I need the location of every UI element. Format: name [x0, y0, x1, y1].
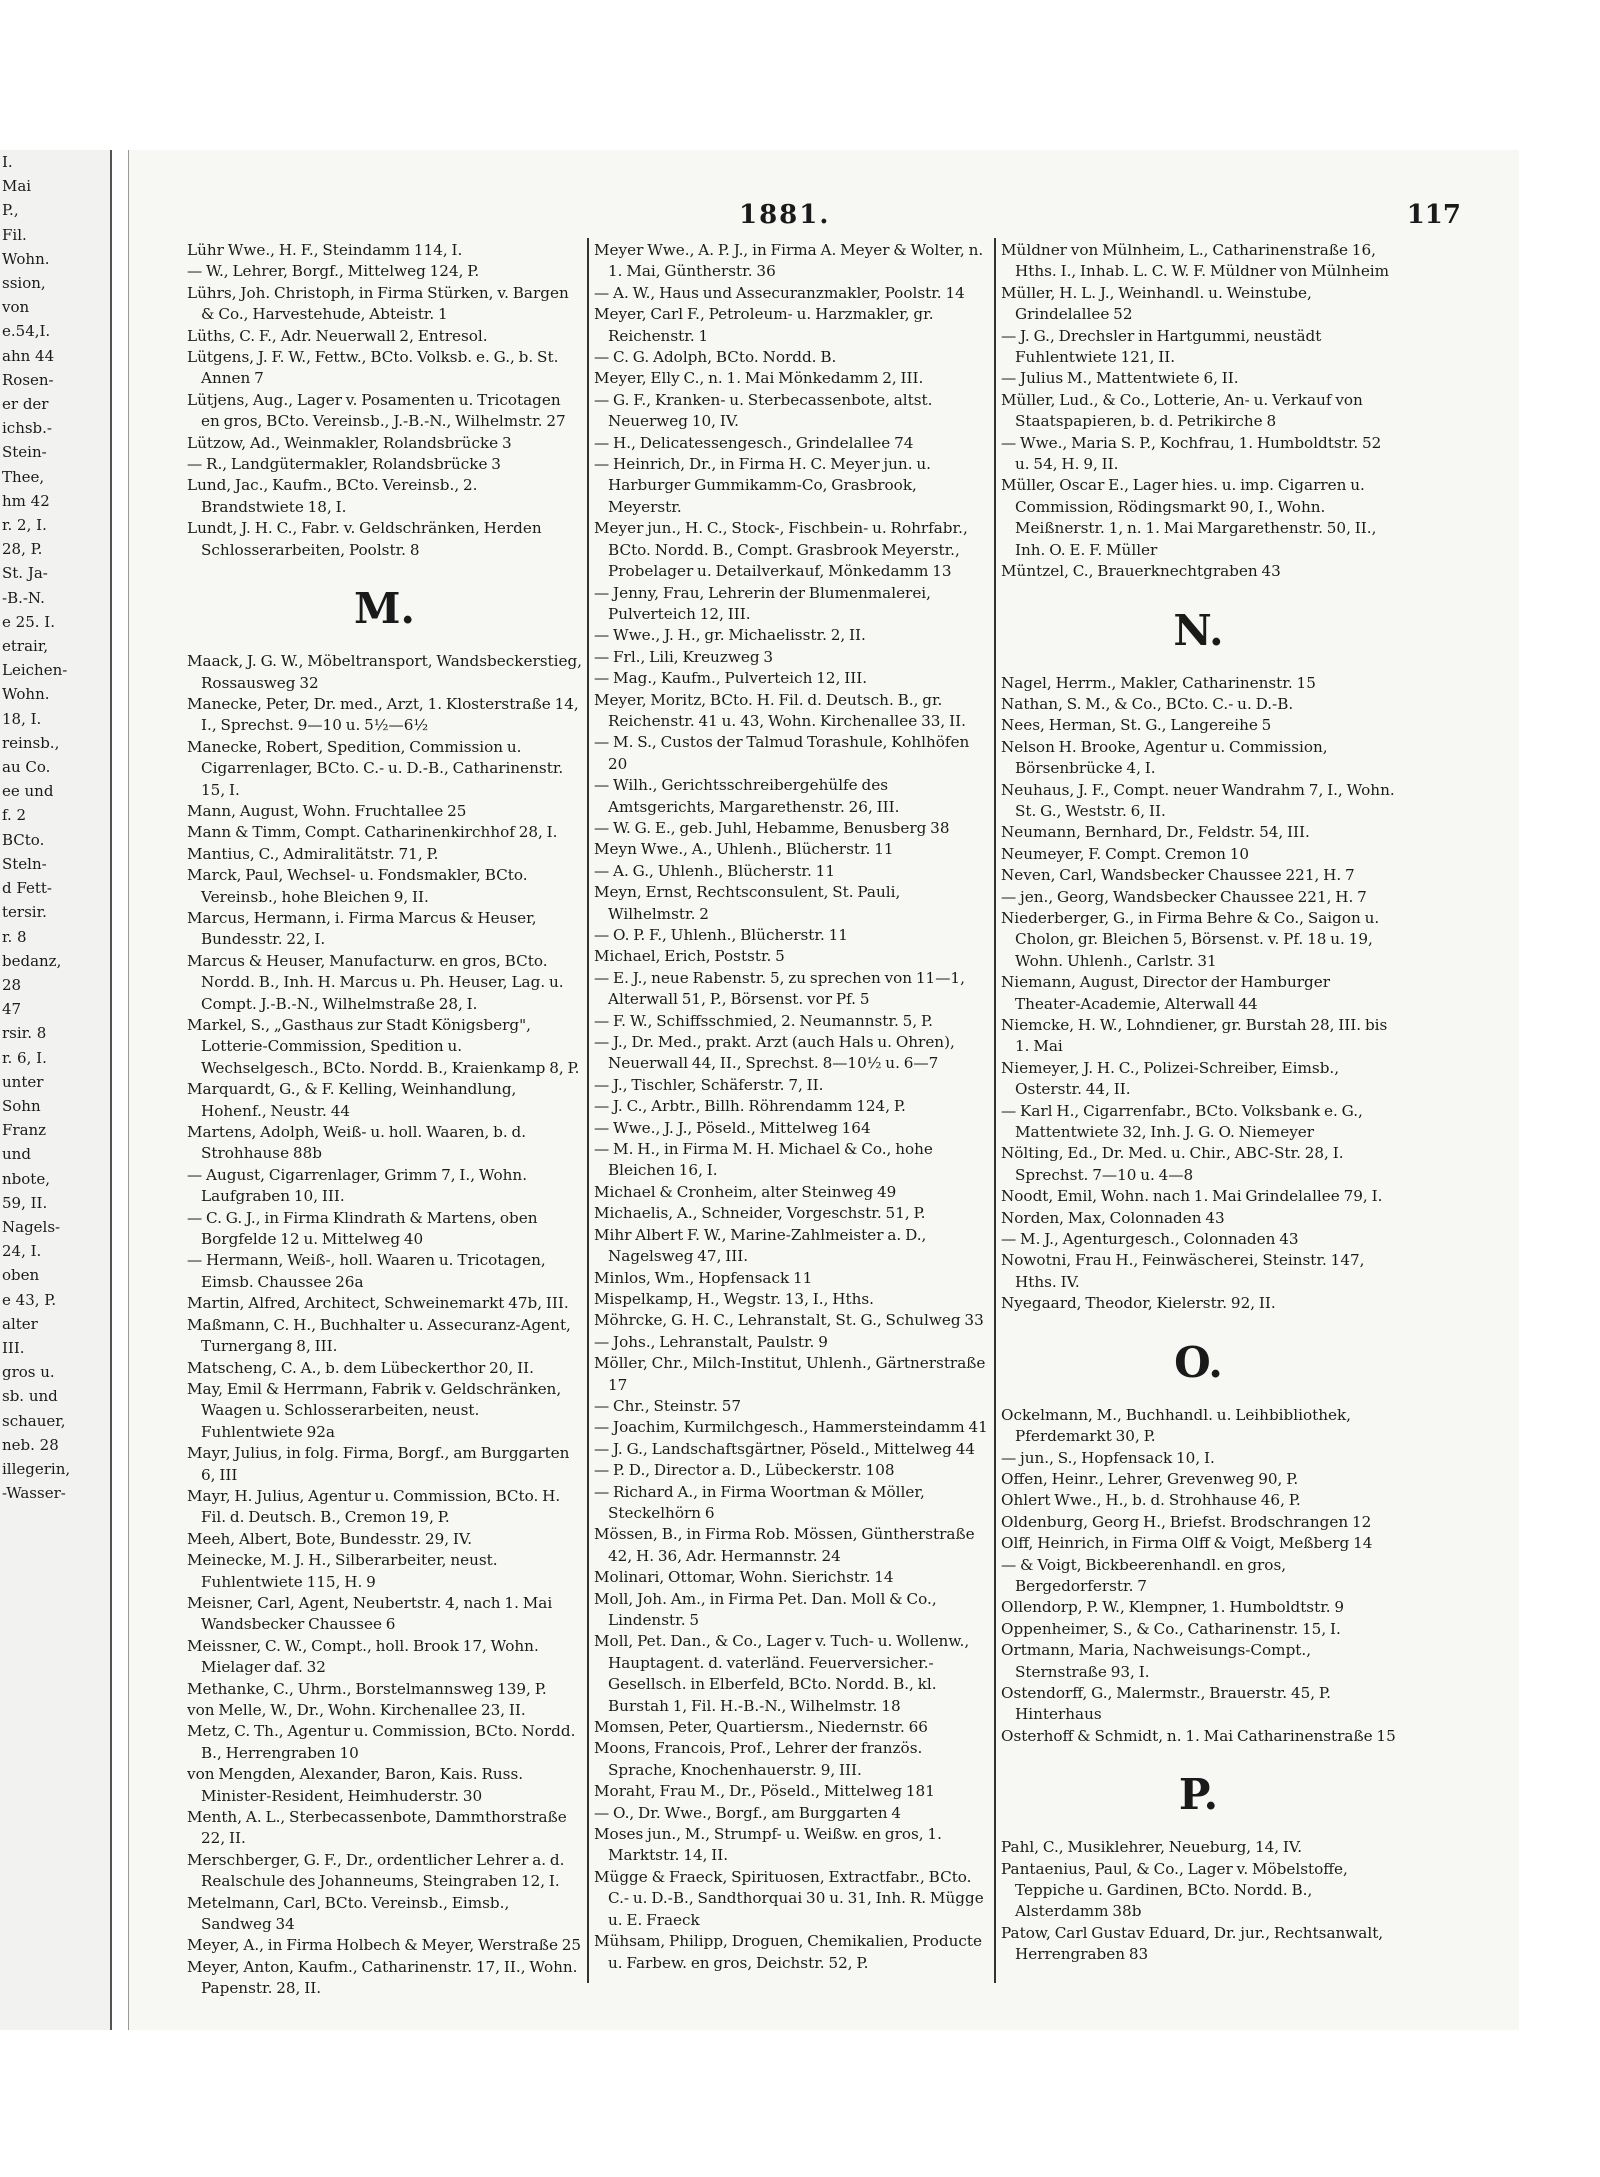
directory-entry: Müller, Oscar E., Lager hies. u. imp. Cigarren u. Commission, Rödingsmarkt 90, I., Wohn. Meißnerstr. 1, n. 1. Mai Margarethenstr. 50, II., Inh. O. E. F. Müller: [1001, 476, 1377, 559]
directory-entry: Lützow, Ad., Weinmakler, Rolandsbrücke 3: [187, 433, 512, 452]
fragment-line: r. 8: [2, 927, 27, 946]
fragment-line: unter: [2, 1072, 44, 1091]
fragment-line: Rosen-: [2, 370, 54, 389]
directory-entry: — Wwe., J. J., Pöseld., Mittelweg 164: [594, 1118, 871, 1137]
directory-entry: Lundt, J. H. C., Fabr. v. Geldschränken, Herden Schlosserarbeiten, Poolstr. 8: [187, 519, 542, 559]
directory-entry: Lüths, C. F., Adr. Neuerwall 2, Entresol.: [187, 326, 488, 345]
column-divider: [587, 238, 589, 1983]
fragment-line: Leichen-: [2, 661, 68, 680]
directory-entry: — Frl., Lili, Kreuzweg 3: [594, 647, 774, 666]
fragment-line: sb. und: [2, 1387, 58, 1406]
directory-entry: — E. J., neue Rabenstr. 5, zu sprechen von 11—1, Alterwall 51, P., Börsenst. vor Pf. 5: [594, 968, 965, 1009]
directory-entry: Marcus & Heuser, Manufacturw. en gros, BCto. Nordd. B., Inh. H. Marcus u. Ph. Heuser, Lag. u. Compt. J.-B.-N., Wilhelmstraße 28, I.: [187, 951, 564, 1013]
directory-entry: Neumeyer, F. Compt. Cremon 10: [1001, 844, 1250, 863]
fragment-line: Fil.: [2, 225, 27, 244]
directory-entry: Menth, A. L., Sterbecassenbote, Dammthorstraße 22, II.: [187, 1808, 567, 1848]
directory-entry: — Joachim, Kurmilchgesch., Hammersteindamm 41: [594, 1418, 988, 1437]
adjacent-page-fragment: [0, 150, 112, 2030]
fragment-line: III.: [2, 1338, 25, 1357]
fragment-line: gros u.: [2, 1363, 55, 1382]
directory-entry: Lührs, Joh. Christoph, in Firma Stürken, v. Bargen & Co., Harvestehude, Abteistr. 1: [187, 283, 569, 324]
fragment-line: ssion,: [2, 274, 46, 293]
fragment-line: Wohn.: [2, 685, 50, 704]
directory-page: [128, 150, 1519, 2030]
fragment-line: ichsb.-: [2, 419, 52, 438]
directory-entry: Meyer, Carl F., Petroleum- u. Harzmakler, gr. Reichenstr. 1: [594, 305, 934, 345]
directory-entry: Meyer, Moritz, BCto. H. Fil. d. Deutsch. B., gr. Reichenstr. 41 u. 43, Wohn. Kirchenallee 33, II.: [594, 690, 966, 730]
directory-entry: — jun., S., Hopfensack 10, I.: [1001, 1448, 1215, 1467]
directory-entry: Mann, August, Wohn. Fruchtallee 25: [187, 801, 467, 820]
directory-entry: — jen., Georg, Wandsbecker Chaussee 221, H. 7: [1001, 887, 1367, 906]
directory-entry: — Karl H., Cigarrenfabr., BCto. Volksbank e. G., Mattentwiete 32, Inh. J. G. O. Niemeyer: [1001, 1101, 1363, 1142]
directory-entry: Maack, J. G. W., Möbeltransport, Wandsbeckerstieg, Rossausweg 32: [187, 652, 582, 692]
directory-entry: Mössen, B., in Firma Rob. Mössen, Güntherstraße 42, H. 36, Adr. Hermannstr. 24: [594, 1525, 975, 1565]
fragment-line: r. 2, I.: [2, 516, 47, 535]
directory-entry: Meyer, Anton, Kaufm., Catharinenstr. 17, II., Wohn. Papenstr. 28, II.: [187, 1957, 578, 1998]
fragment-line: ahn 44: [2, 346, 55, 365]
directory-entry: — J., Dr. Med., prakt. Arzt (auch Hals u. Ohren), Neuerwall 44, II., Sprechst. 8—10½ u. 6—7: [594, 1033, 955, 1073]
directory-entry: Moll, Joh. Am., in Firma Pet. Dan. Moll & Co., Lindenstr. 5: [594, 1589, 937, 1629]
directory-entry: Mügge & Fraeck, Spirituosen, Extractfabr., BCto. C.- u. D.-B., Sandthorquai 30 u. 31, Inh. R. Mügge u. E. Fraeck: [594, 1867, 984, 1929]
directory-entry: Michael, Erich, Poststr. 5: [594, 947, 785, 966]
directory-entry: Nagel, Herrm., Makler, Catharinenstr. 15: [1001, 673, 1316, 692]
fragment-line: nbote,: [2, 1169, 50, 1188]
directory-entry: Momsen, Peter, Quartiersm., Niedernstr. 66: [594, 1718, 928, 1737]
fragment-line: schauer,: [2, 1411, 66, 1430]
fragment-line: f. 2: [2, 806, 27, 825]
fragment-line: Steln-: [2, 854, 47, 873]
directory-entry: — M. S., Custos der Talmud Torashule, Kohlhöfen 20: [594, 733, 970, 773]
fragment-line: 28, P.: [2, 540, 43, 559]
directory-entry: Niemcke, H. W., Lohndiener, gr. Burstah 28, III. bis 1. Mai: [1001, 1016, 1388, 1056]
fragment-line: etrair,: [2, 637, 49, 656]
fragment-line: 18, I.: [2, 709, 42, 728]
directory-entry: Meyn Wwe., A., Uhlenh., Blücherstr. 11: [594, 840, 894, 859]
directory-entry: Mayr, H. Julius, Agentur u. Commission, BCto. H. Fil. d. Deutsch. B., Cremon 19, P.: [187, 1486, 561, 1527]
directory-entry: Noodt, Emil, Wohn. nach 1. Mai Grindelallee 79, I.: [1001, 1187, 1383, 1206]
fragment-line: er der: [2, 395, 49, 414]
directory-entry: Matscheng, C. A., b. dem Lübeckerthor 20, II.: [187, 1358, 534, 1377]
directory-entry: Meissner, C. W., Compt., holl. Brook 17, Wohn. Mielager daf. 32: [187, 1636, 539, 1677]
directory-entry: Ostendorff, G., Malermstr., Brauerstr. 45, P. Hinterhaus: [1001, 1683, 1331, 1724]
directory-entry: Müller, H. L. J., Weinhandl. u. Weinstube, Grindelallee 52: [1001, 283, 1312, 324]
directory-entry: Müller, Lud., & Co., Lotterie, An- u. Verkauf von Staatspapieren, b. d. Petrikirche 8: [1001, 390, 1363, 431]
directory-entry: Neuhaus, J. F., Compt. neuer Wandrahm 7, I., Wohn. St. G., Weststr. 6, II.: [1001, 780, 1395, 820]
directory-entry: Michaelis, A., Schneider, Vorgeschstr. 51, P.: [594, 1204, 926, 1223]
directory-entry: Manecke, Peter, Dr. med., Arzt, 1. Klosterstraße 14, I., Sprechst. 9—10 u. 5½—6½: [187, 694, 579, 735]
directory-entry: Patow, Carl Gustav Eduard, Dr. jur., Rechtsanwalt, Herrengraben 83: [1001, 1923, 1384, 1964]
directory-entry: Molinari, Ottomar, Wohn. Sierichstr. 14: [594, 1568, 894, 1587]
directory-entry: Meyer Wwe., A. P. J., in Firma A. Meyer & Wolter, n. 1. Mai, Güntherstr. 36: [594, 241, 984, 281]
directory-entry: — A. G., Uhlenh., Blücherstr. 11: [594, 861, 835, 880]
fragment-line: alter: [2, 1314, 38, 1333]
directory-entry: Oldenburg, Georg H., Briefst. Brodschrangen 12: [1001, 1512, 1372, 1531]
column-2: [594, 240, 989, 1974]
directory-entry: von Melle, W., Dr., Wohn. Kirchenallee 23, II.: [187, 1701, 526, 1719]
directory-entry: Pahl, C., Musiklehrer, Neueburg, 14, IV.: [1001, 1838, 1303, 1857]
fragment-line: von: [2, 298, 30, 317]
directory-entry: — Chr., Steinstr. 57: [594, 1396, 742, 1415]
directory-entry: Möhrcke, G. H. C., Lehranstalt, St. G., Schulweg 33: [594, 1311, 984, 1330]
directory-entry: Lütgens, J. F. W., Fettw., BCto. Volksb. e. G., b. St. Annen 7: [187, 348, 559, 388]
column-divider: [994, 238, 996, 1983]
directory-entry: Methanke, C., Uhrm., Borstelmannsweg 139, P.: [187, 1679, 547, 1698]
fragment-line: au Co.: [2, 758, 51, 777]
directory-entry: Nölting, Ed., Dr. Med. u. Chir., ABC-Str. 28, I. Sprechst. 7—10 u. 4—8: [1001, 1144, 1344, 1184]
directory-entry: Manecke, Robert, Spedition, Commission u. Cigarrenlager, BCto. C.- u. D.-B., Catharinenstr. 15, I.: [187, 737, 564, 799]
fragment-line: und: [2, 1145, 31, 1164]
directory-entry: — C. G. Adolph, BCto. Nordd. B.: [594, 348, 837, 367]
directory-entry: Moons, Francois, Prof., Lehrer der französ. Sprache, Knochenhauerstr. 9, III.: [594, 1739, 923, 1779]
fragment-line: Stein-: [2, 443, 47, 462]
column-3: [1001, 240, 1396, 1966]
fragment-line: -Wasser-: [2, 1484, 66, 1503]
directory-entry: Meyer, A., in Firma Holbech & Meyer, Werstraße 25: [187, 1936, 582, 1955]
directory-entry: Marck, Paul, Wechsel- u. Fondsmakler, BCto. Vereinsb., hohe Bleichen 9, II.: [187, 866, 528, 906]
directory-entry: von Mengden, Alexander, Baron, Kais. Russ. Minister-Resident, Heimhuderstr. 30: [187, 1765, 524, 1805]
directory-entry: — J. C., Arbtr., Billh. Röhrendamm 124, P.: [594, 1097, 906, 1116]
section-letter-n: N.: [1173, 605, 1224, 655]
directory-entry: — Johs., Lehranstalt, Paulstr. 9: [594, 1332, 828, 1351]
directory-entry: Meyn, Ernst, Rechtsconsulent, St. Pauli, Wilhelmstr. 2: [594, 883, 901, 923]
directory-entry: — Hermann, Weiß-, holl. Waaren u. Tricotagen, Eimsb. Chaussee 26a: [187, 1251, 546, 1291]
directory-entry: Nelson H. Brooke, Agentur u. Commission, Börsenbrücke 4, I.: [1001, 737, 1328, 778]
directory-entry: Müntzel, C., Brauerknechtgraben 43: [1001, 562, 1281, 581]
directory-entry: Michael & Cronheim, alter Steinweg 49: [594, 1182, 897, 1201]
fragment-line: Franz: [2, 1121, 47, 1140]
directory-entry: Nathan, S. M., & Co., BCto. C.- u. D.-B.: [1001, 694, 1294, 713]
column-1: [187, 240, 582, 2000]
directory-entry: Meyer, Elly C., n. 1. Mai Mönkedamm 2, III.: [594, 369, 924, 388]
directory-entry: — W., Lehrer, Borgf., Mittelweg 124, P.: [187, 262, 480, 281]
fragment-line: Nagels-: [2, 1217, 61, 1236]
directory-entry: — & Voigt, Bickbeerenhandl. en gros, Bergedorferstr. 7: [1001, 1555, 1287, 1595]
fragment-line: Thee,: [2, 467, 45, 486]
directory-entry: Markel, S., „Gasthaus zur Stadt Königsberg", Lotterie-Commission, Spedition u. Wechselgesch., BCto. Nordd. B., Kraienkamp 8, P.: [187, 1016, 580, 1077]
directory-entry: Lütjens, Aug., Lager v. Posamenten u. Tricotagen en gros, BCto. Vereinsb., J.-B.-N., Wilhelmstr. 27: [187, 390, 566, 431]
fragment-line: bedanz,: [2, 951, 62, 970]
directory-entry: Mihr Albert F. W., Marine-Zahlmeister a. D., Nagelsweg 47, III.: [594, 1225, 927, 1266]
fragment-line: 47: [2, 1000, 22, 1019]
fragment-line: tersir.: [2, 903, 47, 922]
directory-entry: May, Emil & Herrmann, Fabrik v. Geldschränken, Waagen u. Schlosserarbeiten, neust. Fuhlentwiete 92a: [187, 1379, 562, 1441]
directory-entry: Nyegaard, Theodor, Kielerstr. 92, II.: [1001, 1294, 1276, 1313]
directory-entry: — Julius M., Mattentwiete 6, II.: [1001, 369, 1239, 388]
fragment-line: ee und: [2, 782, 54, 801]
directory-entry: Müldner von Mülnheim, L., Catharinenstraße 16, Hths. I., Inhab. L. C. W. F. Müldner von Mülnheim: [1001, 241, 1390, 281]
directory-entry: — F. W., Schiffsschmied, 2. Neumannstr. 5, P.: [594, 1011, 933, 1030]
fragment-line: BCto.: [2, 830, 45, 849]
fragment-line: neb. 28: [2, 1435, 59, 1454]
directory-entry: Möller, Chr., Milch-Institut, Uhlenh., Gärtnerstraße 17: [594, 1354, 986, 1394]
directory-entry: Minlos, Wm., Hopfensack 11: [594, 1268, 813, 1287]
directory-entry: Marcus, Hermann, i. Firma Marcus & Heuser, Bundesstr. 22, I.: [187, 908, 537, 949]
directory-entry: Maßmann, C. H., Buchhalter u. Assecuranz-Agent, Turnergang 8, III.: [187, 1315, 571, 1356]
directory-entry: — J., Tischler, Schäferstr. 7, II.: [594, 1075, 824, 1094]
fragment-line: e.54,I.: [2, 322, 51, 341]
directory-entry: Olff, Heinrich, in Firma Olff & Voigt, Meßberg 14: [1001, 1534, 1373, 1553]
directory-entry: — O., Dr. Wwe., Borgf., am Burggarten 4: [594, 1803, 902, 1822]
fragment-line: Mai: [2, 177, 32, 196]
directory-entry: — Richard A., in Firma Woortman & Möller, Steckelhörn 6: [594, 1482, 925, 1522]
fragment-line: Wohn.: [2, 249, 50, 268]
directory-entry: — Mag., Kaufm., Pulverteich 12, III.: [594, 669, 868, 688]
page-year: 1881.: [739, 200, 831, 230]
directory-entry: — P. D., Director a. D., Lübeckerstr. 108: [594, 1461, 895, 1480]
directory-entry: Martens, Adolph, Weiß- u. holl. Waaren, b. d. Strohhause 88b: [187, 1123, 527, 1163]
directory-entry: Neven, Carl, Wandsbecker Chaussee 221, H. 7: [1001, 866, 1355, 885]
fragment-line: illegerin,: [2, 1459, 71, 1478]
directory-entry: Mann & Timm, Compt. Catharinenkirchhof 28, I.: [187, 823, 558, 842]
directory-entry: Lühr Wwe., H. F., Steindamm 114, I.: [187, 241, 463, 259]
directory-entry: Ortmann, Maria, Nachweisungs-Compt., Sternstraße 93, I.: [1001, 1641, 1312, 1681]
directory-entry: Metz, C. Th., Agentur u. Commission, BCto. Nordd. B., Herrengraben 10: [187, 1722, 576, 1762]
directory-entry: Moll, Pet. Dan., & Co., Lager v. Tuch- u. Wollenw., Hauptagent. d. vaterländ. Feuerversicher.-Gesellsch. in Elberfeld, BCto. Nordd. B., kl. Burstah 1, Fil. H.-B.-N., Wilhelmstr. 18: [594, 1632, 970, 1715]
section-letter-o: O.: [1174, 1337, 1223, 1387]
directory-entry: — Wilh., Gerichtsschreibergehülfe des Amtsgerichts, Margarethenstr. 26, III.: [594, 776, 900, 816]
directory-entry: Niemeyer, J. H. C., Polizei-Schreiber, Eimsb., Osterstr. 44, II.: [1001, 1058, 1340, 1099]
fragment-line: hm 42: [2, 491, 50, 510]
directory-entry: Metelmann, Carl, BCto. Vereinsb., Eimsb., Sandweg 34: [187, 1893, 510, 1934]
fragment-line: Sohn: [2, 1096, 41, 1115]
directory-entry: Nowotni, Frau H., Feinwäscherei, Steinstr. 147, Hths. IV.: [1001, 1251, 1365, 1291]
directory-entry: Meyer jun., H. C., Stock-, Fischbein- u. Rohrfabr., BCto. Nordd. B., Compt. Grasbrook Meyerstr., Probelager u. Detailverkauf, Mönkedamm 13: [594, 519, 968, 581]
fragment-line: St. Ja-: [2, 564, 48, 583]
directory-entry: Moraht, Frau M., Dr., Pöseld., Mittelweg 181: [594, 1782, 935, 1801]
fragment-line: 24, I.: [2, 1242, 42, 1261]
fragment-line: e 25. I.: [2, 612, 55, 631]
directory-entry: — R., Landgütermakler, Rolandsbrücke 3: [187, 455, 501, 474]
fragment-line: 28: [2, 975, 22, 994]
directory-entry: — Wwe., J. H., gr. Michaelisstr. 2, II.: [594, 626, 866, 645]
fragment-line: e 43, P.: [2, 1290, 57, 1309]
fragment-line: oben: [2, 1266, 40, 1285]
directory-entry: Neumann, Bernhard, Dr., Feldstr. 54, III.: [1001, 823, 1310, 842]
page-header: [129, 200, 1519, 232]
directory-entry: Ollendorp, P. W., Klempner, 1. Humboldtstr. 9: [1001, 1598, 1345, 1617]
directory-entry: Norden, Max, Colonnaden 43: [1001, 1208, 1225, 1227]
directory-entry: — W. G. E., geb. Juhl, Hebamme, Benusberg 38: [594, 818, 950, 837]
fragment-line: rsir. 8: [2, 1024, 47, 1043]
directory-entry: Offen, Heinr., Lehrer, Grevenweg 90, P.: [1001, 1469, 1299, 1488]
directory-entry: Oppenheimer, S., & Co., Catharinenstr. 15, I.: [1001, 1619, 1341, 1638]
directory-entry: Meinecke, M. J. H., Silberarbeiter, neust. Fuhlentwiete 115, H. 9: [187, 1551, 498, 1591]
directory-entry: — M. J., Agenturgesch., Colonnaden 43: [1001, 1230, 1299, 1249]
directory-entry: Meisner, Carl, Agent, Neubertstr. 4, nach 1. Mai Wandsbecker Chaussee 6: [187, 1593, 553, 1634]
fragment-line: -B.-N.: [2, 588, 45, 607]
directory-entry: — Wwe., Maria S. P., Kochfrau, 1. Humboldtstr. 52 u. 54, H. 9, II.: [1001, 433, 1382, 474]
directory-entry: — C. G. J., in Firma Klindrath & Martens, oben Borgfelde 12 u. Mittelweg 40: [187, 1208, 538, 1249]
directory-entry: Nees, Herman, St. G., Langereihe 5: [1001, 716, 1272, 735]
fragment-line: P.,: [2, 201, 19, 220]
directory-entry: Pantaenius, Paul, & Co., Lager v. Möbelstoffe, Teppiche u. Gardinen, BCto. Nordd. B., Alsterdamm 38b: [1001, 1859, 1348, 1921]
directory-entry: Mayr, Julius, in folg. Firma, Borgf., am Burggarten 6, III: [187, 1444, 570, 1484]
directory-entry: Merschberger, G. F., Dr., ordentlicher Lehrer a. d. Realschule des Johanneums, Steingraben 12, I.: [187, 1850, 565, 1891]
directory-entry: — A. W., Haus und Assecuranzmakler, Poolstr. 14: [594, 283, 965, 302]
fragment-line: r. 6, I.: [2, 1048, 47, 1067]
fragment-line: 59, II.: [2, 1193, 48, 1212]
directory-entry: Niemann, August, Director der Hamburger Theater-Academie, Alterwall 44: [1001, 973, 1330, 1013]
directory-entry: — O. P. F., Uhlenh., Blücherstr. 11: [594, 926, 848, 944]
directory-entry: Ockelmann, M., Buchhandl. u. Leihbibliothek, Pferdemarkt 30, P.: [1001, 1405, 1352, 1446]
directory-entry: Mispelkamp, H., Wegstr. 13, I., Hths.: [594, 1289, 874, 1308]
page-number: 117: [1406, 200, 1461, 230]
directory-entry: Moses jun., M., Strumpf- u. Weißw. en gros, 1. Marktstr. 14, II.: [594, 1825, 942, 1865]
directory-entry: Osterhoff & Schmidt, n. 1. Mai Catharinenstraße 15: [1001, 1726, 1396, 1745]
directory-entry: Lund, Jac., Kaufm., BCto. Vereinsb., 2. Brandstwiete 18, I.: [187, 476, 478, 516]
directory-entry: — August, Cigarrenlager, Grimm 7, I., Wohn. Laufgraben 10, III.: [187, 1165, 528, 1206]
directory-entry: Mühsam, Philipp, Droguen, Chemikalien, Producte u. Farbew. en gros, Deichstr. 52, P.: [594, 1932, 982, 1972]
directory-entry: — M. H., in Firma M. H. Michael & Co., hohe Bleichen 16, I.: [594, 1140, 933, 1180]
directory-entry: — H., Delicatessengesch., Grindelallee 74: [594, 433, 914, 452]
directory-entry: — J. G., Landschaftsgärtner, Pöseld., Mittelweg 44: [594, 1439, 976, 1458]
directory-entry: Ohlert Wwe., H., b. d. Strohhause 46, P.: [1001, 1491, 1301, 1510]
directory-entry: Meeh, Albert, Bote, Bundesstr. 29, IV.: [187, 1529, 473, 1548]
directory-entry: — Jenny, Frau, Lehrerin der Blumenmalerei, Pulverteich 12, III.: [594, 583, 931, 623]
section-letter-p: P.: [1178, 1770, 1219, 1820]
directory-entry: Mantius, C., Admiralitätstr. 71, P.: [187, 844, 439, 863]
directory-entry: Niederberger, G., in Firma Behre & Co., Saigon u. Cholon, gr. Bleichen 5, Börsenst. v. Pf. 18 u. 19, Wohn. Uhlenh., Carlstr. 31: [1001, 908, 1380, 970]
section-letter-m: M.: [353, 584, 416, 634]
directory-entry: Marquardt, G., & F. Kelling, Weinhandlung, Hohenf., Neustr. 44: [187, 1080, 517, 1120]
directory-entry: — J. G., Drechsler in Hartgummi, neustädt Fuhlentwiete 121, II.: [1001, 326, 1322, 367]
fragment-line: I.: [2, 153, 13, 171]
directory-entry: — Heinrich, Dr., in Firma H. C. Meyer jun. u. Harburger Gummikamm-Co, Grasbrook, Meyerstr.: [594, 455, 931, 516]
fragment-line: d Fett-: [2, 879, 52, 898]
directory-entry: Martin, Alfred, Architect, Schweinemarkt 47b, III.: [187, 1294, 569, 1313]
directory-entry: — G. F., Kranken- u. Sterbecassenbote, altst. Neuerweg 10, IV.: [594, 390, 933, 431]
fragment-line: reinsb.,: [2, 733, 60, 752]
